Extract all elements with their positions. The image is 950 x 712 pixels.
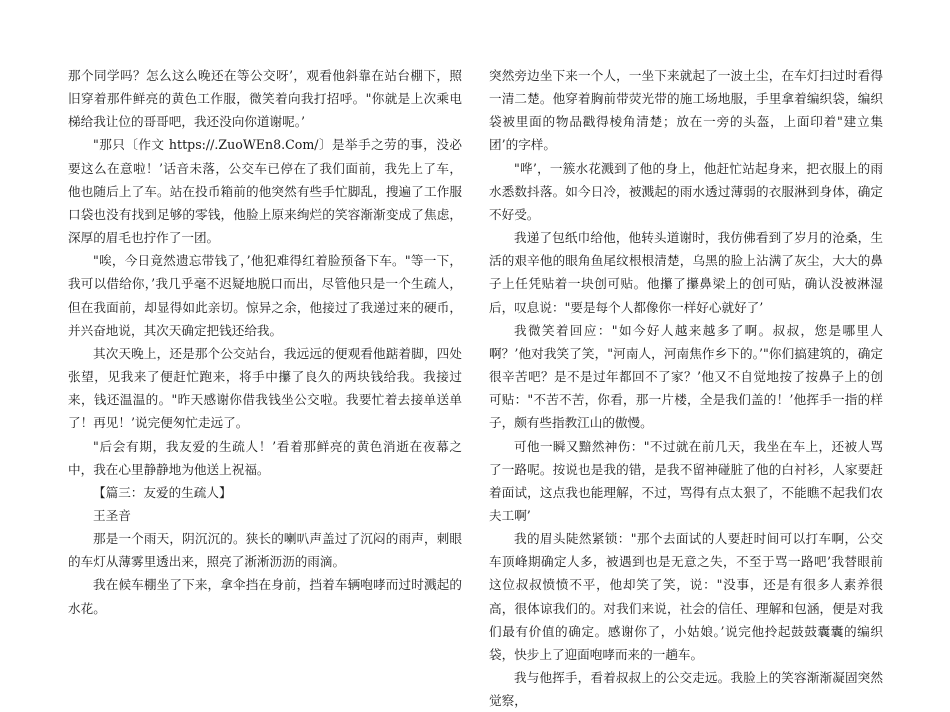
paragraph: "后会有期，我友爱的生疏人！’看着那鲜亮的黄色消逝在夜幕之中，我在心里静静地为他送上祝福。 — [68, 438, 462, 477]
paragraph: 我微笑着回应："如今好人越来越多了啊。叔叔，您是哪里人啊？’他对我笑了笑，"河南人，河南焦作乡下的。’"你们搞建筑的，确定很辛苦吧？是不是过年都回不了家？’他又不自觉地按了按鼻子上的创可贴："不苦不苦，你看，那一片楼，全是我们盖的！’他挥手一指的样子，颇有些指教江山的傲慢。 — [489, 322, 883, 431]
paragraph: "那只〔作文 https://.ZuoWEn8.Com/〕是举手之劳的事，没必要这么在意啦！’话音未落，公交车已停在了我们面前，我先上了车，他也随后上了车。站在投币箱前的他突然有些手忙脚乱，搜遍了工作服口袋也没有找到足够的零钱，他脸上原来绚烂的笑容渐渐变成了焦虑，深厚的眉毛也拧作了一团。 — [68, 137, 462, 246]
paragraph: 我在候车棚坐了下来，拿伞挡在身前，挡着车辆咆哮而过时溅起的水花。 — [68, 577, 462, 616]
paragraph: 那个同学吗？怎么这么晚还在等公交呀’，观看他斜靠在站台棚下，照旧穿着那件鲜亮的黄色工作服，微笑着向我打招呼。"你就是上次乘电梯给我让位的哥哥吧，我还没向你道谢呢。’ — [68, 68, 462, 130]
paragraph: 其次天晚上，还是那个公交站台，我远远的便观看他踮着脚，四处张望，见我来了便赶忙跑来，将手中攥了良久的两块钱给我。我接过来，钱还温温的。"昨天感谢你借我钱坐公交啦。我要忙着去接单送单了！再见！’说完便匆忙走远了。 — [68, 345, 462, 431]
paragraph: "唉，今日竟然遗忘带钱了，’他犯难得红着脸预备下车。"等一下，我可以借给你，’我几乎毫不迟疑地脱口而出，尽管他只是一个生疏人，但在我面前，却显得如此亲切。惊异之余，他接过了我递过来的硬币，并兴奋地说，其次天确定把钱还给我。 — [68, 253, 462, 338]
right-text-column — [489, 64, 883, 712]
paragraph: 突然旁边坐下来一个人，一坐下来就起了一波土尘，在车灯扫过时看得一清二楚。他穿着胸前带荧光带的施工场地服，手里拿着编织袋，编织袋被里面的物品戳得棱角清楚；放在一旁的头盔，上面印着"建立集团’的字样。 — [489, 68, 883, 153]
paragraph: 我的眉头陡然紧锁："那个去面试的人要赶时间可以打车啊，公交车顶峰期确定人多，被遇到也是无意之失，不至于骂一路吧’我替眼前这位叔叔愤愤不平，他却笑了笑，说："没事，还是有很多人素养很高，很体谅我们的。对我们来说，社会的信任、理解和包涵，便是对我们最有价值的确定。感谢你了，小姑娘。’说完他拎起鼓鼓囊囊的编织袋，快步上了迎面咆哮而来的一趟车。 — [489, 531, 883, 662]
paragraph: 我递了包纸巾给他，他转头道谢时，我仿佛看到了岁月的沧桑，生活的艰辛他的眼角鱼尾纹根根清楚，乌黑的脸上沾满了灰尘，大大的鼻子上任凭贴着一块创可贴。他攥了攥鼻梁上的创可贴，确认没被淋湿后，叹息说："要是每个人都像你一样好心就好了’ — [489, 230, 883, 315]
paragraph: 我与他挥手，看着叔叔上的公交走远。我脸上的笑容渐渐凝固突然觉察， — [489, 670, 883, 709]
left-text-column — [68, 64, 462, 620]
paragraph: "哗’，一簇水花溅到了他的身上，他赶忙站起身来，把衣服上的雨水悉数抖落。如今日冷，被溅起的雨水透过薄弱的衣服淋到身体，确定不好受。 — [489, 160, 883, 222]
section-heading: 【篇三：友爱的生疏人】 — [93, 484, 232, 500]
paragraph: 可他一瞬又黯然神伤："不过就在前几天，我坐在车上，还被人骂了一路呢。按说也是我的错，是我不留神碰脏了他的白衬衫，人家要赶着面试，这点我也能理解，不过，骂得有点太狠了，不能瞧不起我们农夫工啊’ — [489, 438, 883, 523]
author-name: 王圣音 — [93, 507, 131, 523]
paragraph: 那是一个雨天，阴沉沉的。狭长的喇叭声盖过了沉闷的雨声，刺眼的车灯从薄雾里透出来，照亮了淅淅沥沥的雨滴。 — [68, 531, 462, 570]
